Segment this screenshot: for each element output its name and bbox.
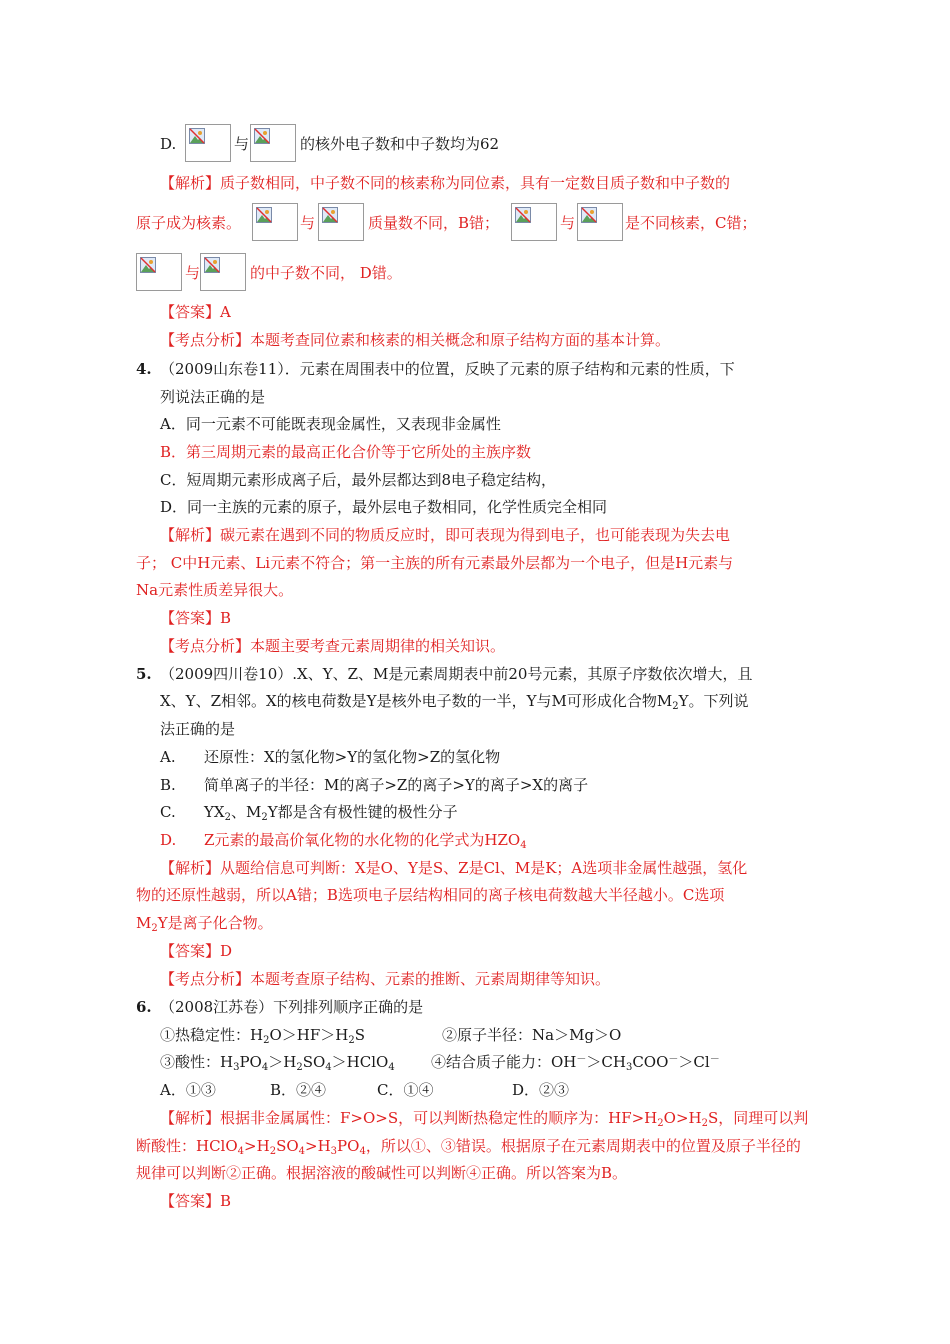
option-text: 的核外电子数和中子数均为62: [300, 135, 500, 153]
option-d: D．②③: [512, 1081, 570, 1099]
analysis-line: 【解析】从题给信息可判断：X是O、Y是S、Z是Cl、M是K；A选项非金属性越强，氢化: [160, 859, 748, 877]
question-stem: （2009四川卷10）.X、Y、Z、M是元素周期表中前20号元素，其原子序数依次增大，且: [160, 665, 753, 683]
question-number: 5.: [136, 665, 152, 683]
analysis-line: Na元素性质差异很大。: [136, 581, 294, 599]
connector-text: 与: [185, 264, 201, 282]
question-stem: X、Y、Z相邻。X的核电荷数是Y是核外电子数的一半，Y与M可形成化合物$M_2Y$。下列说: [160, 692, 749, 712]
connector-text: 与: [234, 135, 250, 153]
question-stem: 法正确的是: [160, 720, 236, 738]
analysis-line: 规律可以判断②正确。根据溶液的酸碱性可以判断④正确。所以答案为B。: [136, 1164, 628, 1182]
broken-image-icon: [185, 124, 231, 162]
question-stem: （2008江苏卷）下列排列顺序正确的是: [160, 998, 424, 1016]
analysis-line: 子； C中H元素、Li元素不符合；第一主族的所有元素最外层都为一个电子，但是H元素与: [136, 554, 734, 572]
option-c-letter: C.: [160, 803, 176, 821]
broken-image-icon: [252, 203, 298, 241]
option-d-letter: D.: [160, 831, 177, 849]
analysis-line: 质量数不同，B错；: [368, 214, 500, 232]
analysis-line: 【解析】碳元素在遇到不同的物质反应时，即可表现为得到电子，也可能表现为失去电: [160, 526, 731, 544]
broken-image-icon: [250, 124, 296, 162]
connector-text: 与: [560, 214, 576, 232]
option-a: A．①③: [160, 1081, 216, 1099]
option-d: D．同一主族的元素的原子，最外层电子数相同，化学性质完全相同: [160, 498, 608, 516]
point-analysis-line: 【考点分析】本题主要考查元素周期律的相关知识。: [160, 637, 506, 655]
question-stem: （2009山东卷11）．元素在周围表中的位置，反映了元素的原子结构和元素的性质，下: [160, 360, 735, 378]
analysis-line: 是不同核素，C错；: [625, 214, 757, 232]
statement-1: ①热稳定性：$H_2O>HF>H_2S$: [160, 1026, 365, 1046]
option-c: C．短周期元素形成离子后，最外层都达到8电子稳定结构，: [160, 471, 557, 489]
statement-4: ④结合质子能力：$OH^->CH_3COO^->Cl^-$: [431, 1053, 720, 1073]
option-b: B．②④: [270, 1081, 327, 1099]
option-a: A．同一元素不可能既表现金属性，又表现非金属性: [160, 415, 501, 433]
question-number: 4.: [136, 360, 152, 378]
broken-image-icon: [136, 253, 182, 291]
point-analysis-line: 【考点分析】本题考查原子结构、元素的推断、元素周期律等知识。: [160, 970, 611, 988]
analysis-line: 的中子数不同， D错。: [250, 264, 402, 282]
answer-line: 【答案】D: [160, 942, 233, 960]
option-letter: D.: [160, 135, 177, 153]
statement-2: ②原子半径：Na＞Mg＞O: [442, 1026, 622, 1044]
statement-3: ③酸性：$H_3PO_4>H_2SO_4>HClO_4$: [160, 1053, 395, 1073]
broken-image-icon: [511, 203, 557, 241]
option-c: $YX_2$、$M_2Y$都是含有极性键的极性分子: [204, 803, 458, 823]
analysis-line: 断酸性：$HClO_4>H_2SO_4>H_3PO_4$，所以①、③错误。根据原子在元素周期表中的位置及原子半径的: [136, 1137, 801, 1157]
answer-line: 【答案】B: [160, 1192, 232, 1210]
option-b-letter: B.: [160, 776, 176, 794]
analysis-line: 【解析】质子数相同，中子数不同的核素称为同位素，具有一定数目质子数和中子数的: [160, 174, 731, 192]
option-c: C．①④: [377, 1081, 434, 1099]
broken-image-icon: [577, 203, 623, 241]
analysis-line: 【解析】根据非金属属性：F>O>S，可以判断热稳定性的顺序为：$HF>H_2O>H_2S$，同理可以判: [160, 1109, 809, 1129]
option-a-letter: A.: [160, 748, 176, 766]
analysis-line: $M_2Y$是离子化合物。: [136, 914, 273, 934]
analysis-line: 原子成为核素。: [136, 214, 242, 232]
point-analysis-line: 【考点分析】本题考查同位素和核素的相关概念和原子结构方面的基本计算。: [160, 331, 671, 349]
answer-line: 【答案】B: [160, 609, 232, 627]
option-d: Z元素的最高价氧化物的水化物的化学式为$HZO_4$: [204, 831, 527, 851]
analysis-line: 物的还原性越弱，所以A错；B选项电子层结构相同的离子核电荷数越大半径越小。C选项: [136, 886, 725, 904]
option-b: B．第三周期元素的最高正化合价等于它所处的主族序数: [160, 443, 532, 461]
question-stem: 列说法正确的是: [160, 388, 266, 406]
broken-image-icon: [200, 253, 246, 291]
q3-option-d: [160, 134, 176, 154]
question-number: 6.: [136, 998, 152, 1016]
option-a: 还原性：X的氢化物>Y的氢化物>Z的氢化物: [204, 748, 501, 766]
connector-text: 与: [300, 214, 316, 232]
option-b: 简单离子的半径：M的离子>Z的离子>Y的离子>X的离子: [204, 776, 589, 794]
answer-line: 【答案】A: [160, 303, 231, 321]
broken-image-icon: [318, 203, 364, 241]
